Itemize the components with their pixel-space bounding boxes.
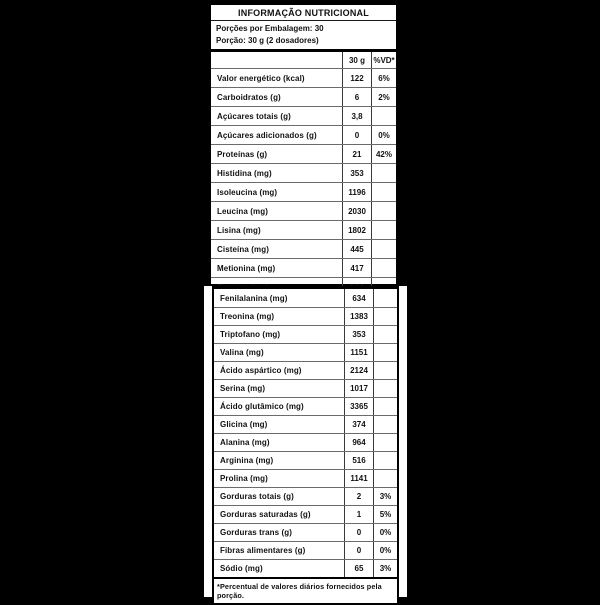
nutrient-amount: 2030 [342,202,371,220]
nutrient-amount: 964 [344,434,373,451]
nutrient-dv [373,398,397,415]
nutrient-dv [371,183,396,201]
nutrient-name: Proteínas (g) [217,149,268,159]
nutrition-label-top-fragment [209,3,398,286]
nutrient-dv: 42% [371,145,396,163]
nutrient-name: Metionina (mg) [217,263,276,273]
table-row [211,125,396,144]
nutrient-amount: 0 [344,524,373,541]
table-row [211,258,396,277]
nutrient-amount: 1141 [344,470,373,487]
table-row [214,541,397,559]
nutrient-dv [373,326,397,343]
table-row [214,487,397,505]
nutrient-amount: 353 [344,326,373,343]
nutrient-amount: 516 [344,452,373,469]
nutrient-name: Açúcares totais (g) [217,111,291,121]
nutrition-label-title: INFORMAÇÃO NUTRICIONAL [211,5,396,21]
nutrient-amount: 1802 [342,221,371,239]
table-row [211,163,396,182]
nutrient-dv: 5% [373,506,397,523]
nutrient-dv [371,240,396,258]
nutrient-amount: 3365 [344,398,373,415]
column-header-amount: 30 g [342,52,371,68]
servings-per-package-line: Porções por Embalagem: 30 [216,24,324,33]
nutrient-amount: 0 [342,126,371,144]
column-header-row [211,52,396,68]
nutrient-amount: 353 [342,164,371,182]
column-header-dv: %VD* [371,52,396,68]
portion-size-line: Porção: 30 g (2 dosadores) [216,36,319,45]
nutrient-dv [373,434,397,451]
nutrient-amount: 634 [344,289,373,307]
nutrient-amount: 1017 [344,380,373,397]
nutrient-dv [373,380,397,397]
nutrient-dv [371,202,396,220]
nutrient-amount: 0 [344,542,373,559]
table-row [211,144,396,163]
nutrient-name: Ácido aspártico (mg) [220,366,302,375]
nutrient-name: Fenilalanina (mg) [220,293,288,303]
nutrient-dv [373,452,397,469]
nutrient-dv: 2% [371,88,396,106]
nutrient-name: Serina (mg) [220,384,266,393]
nutrient-amount: 445 [342,240,371,258]
nutrient-name: Leucina (mg) [217,206,268,216]
nutrient-amount: 65 [344,560,373,577]
nutrient-name: Treonina (mg) [220,312,275,321]
nutrient-dv: 0% [371,126,396,144]
nutrient-amount: 1 [344,506,373,523]
nutrient-name: Gorduras saturadas (g) [220,510,311,519]
table-row [214,415,397,433]
nutrient-name: Isoleucina (mg) [217,187,278,197]
nutrient-amount: 2124 [344,362,373,379]
table-row [211,87,396,106]
nutrient-name: Histidina (mg) [217,168,272,178]
nutrition-label-bottom-fragment [204,286,407,600]
nutrient-amount: 1383 [344,308,373,325]
nutrient-name: Valina (mg) [220,348,264,357]
nutrient-amount: 374 [344,416,373,433]
table-row [214,505,397,523]
table-row [214,361,397,379]
nutrient-name: Ácido glutâmico (mg) [220,402,304,411]
nutrient-dv: 3% [373,488,397,505]
table-row [211,239,396,258]
table-row [211,68,396,87]
table-row [214,343,397,361]
table-row [214,379,397,397]
nutrient-amount: 1151 [344,344,373,361]
nutrient-name: Açúcares adicionados (g) [217,130,317,140]
nutrient-name: Alanina (mg) [220,438,270,447]
nutrient-name: Arginina (mg) [220,456,274,465]
nutrient-dv [373,289,397,307]
nutrient-dv [371,221,396,239]
table-row [211,201,396,220]
nutrient-dv: 3% [373,560,397,577]
nutrient-name: Gorduras trans (g) [220,528,293,537]
nutrient-amount: 2 [344,488,373,505]
nutrient-name: Glicina (mg) [220,420,268,429]
table-row [214,325,397,343]
column-header-spacer [211,52,342,68]
nutrient-name: Lisina (mg) [217,225,261,235]
nutrient-dv: 0% [373,524,397,541]
table-row [214,523,397,541]
nutrient-amount: 21 [342,145,371,163]
nutrient-dv [373,344,397,361]
nutrient-name: Fibras alimentares (g) [220,546,306,555]
nutrient-amount: 3,8 [342,107,371,125]
table-row [214,433,397,451]
nutrient-name: Gorduras totais (g) [220,492,294,501]
nutrient-dv: 0% [373,542,397,559]
table-row [214,451,397,469]
table-row [211,220,396,239]
nutrient-dv [373,308,397,325]
nutrient-amount: 417 [342,259,371,277]
nutrition-table-bottom [212,286,399,605]
nutrient-name: Prolina (mg) [220,474,268,483]
nutrient-name: Valor energético (kcal) [217,73,305,83]
nutrient-dv [371,259,396,277]
table-row [211,106,396,125]
nutrient-dv: 6% [371,69,396,87]
table-row [214,397,397,415]
daily-values-footnote: *Percentual de valores diários fornecidos pela porção. [214,577,397,603]
nutrient-dv [373,416,397,433]
table-row [214,559,397,577]
table-row [214,307,397,325]
nutrient-dv [371,107,396,125]
nutrient-rows-bottom [214,289,397,577]
table-row [214,289,397,307]
nutrient-dv [371,164,396,182]
nutrient-amount: 122 [342,69,371,87]
nutrient-dv [373,470,397,487]
nutrient-rows-top [211,68,396,296]
table-row [214,469,397,487]
nutrient-dv [373,362,397,379]
nutrient-name: Triptofano (mg) [220,330,281,339]
nutrient-amount: 1196 [342,183,371,201]
nutrient-name: Sódio (mg) [220,564,263,573]
nutrient-amount: 6 [342,88,371,106]
nutrient-name: Carboidratos (g) [217,92,281,102]
table-row [211,182,396,201]
nutrient-name: Cisteína (mg) [217,244,269,254]
